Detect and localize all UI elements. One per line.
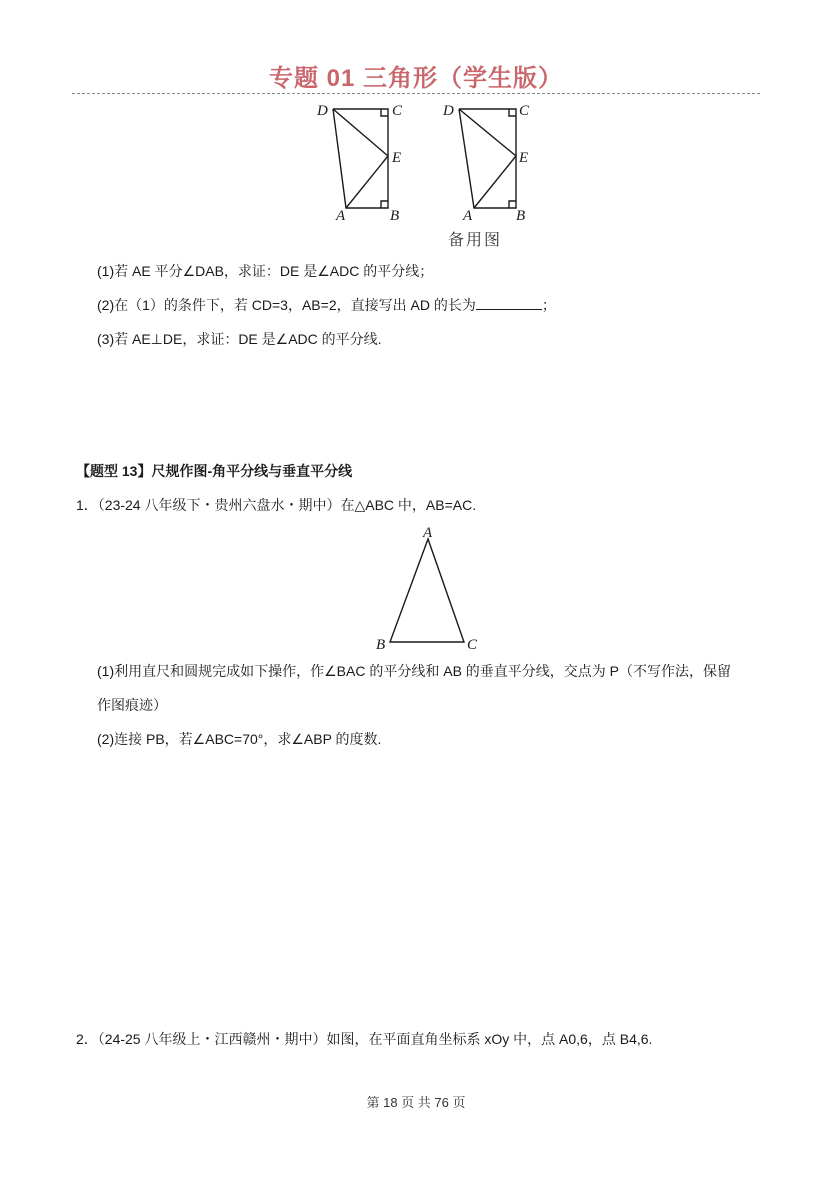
question-2-end: ； — [541, 297, 556, 313]
header-divider — [72, 93, 760, 94]
section-heading: 【题型 13】尺规作图-角平分线与垂直平分线 — [76, 463, 353, 479]
question-2-text: (2)在（1）的条件下，若 CD=3，AB=2，直接写出 AD 的长为 — [97, 297, 476, 313]
answer-blank[interactable] — [476, 295, 542, 310]
label-C: C — [392, 103, 403, 119]
question-2 — [97, 295, 556, 315]
figure-caption: 备用图 — [448, 232, 503, 249]
label-B: B — [516, 208, 526, 224]
label-D: D — [443, 103, 454, 119]
trapezoid-figure-main — [300, 96, 410, 226]
label-A: A — [463, 208, 473, 224]
label-E: E — [392, 150, 402, 166]
problem-1-question-1-cont: 作图痕迹） — [97, 697, 167, 713]
trapezoid-figure-backup — [428, 96, 538, 226]
label-A: A — [336, 208, 346, 224]
question-1: (1)若 AE 平分∠DAB，求证：DE 是∠ADC 的平分线； — [97, 263, 434, 279]
question-3: (3)若 AE⊥DE，求证：DE 是∠ADC 的平分线. — [97, 331, 382, 347]
label-B: B — [376, 637, 386, 653]
label-D: D — [317, 103, 328, 119]
label-A: A — [423, 525, 433, 541]
problem-1-question-2: (2)连接 PB，若∠ABC=70°，求∠ABP 的度数. — [97, 731, 382, 747]
label-B: B — [390, 208, 400, 224]
problem-1-question-1: (1)利用直尺和圆规完成如下操作，作∠BAC 的平分线和 AB 的垂直平分线，交点为 P（不写作法，保留 — [97, 663, 732, 679]
problem-2-stem: 2．（24-25 八年级上・江西赣州・期中）如图，在平面直角坐标系 xOy 中，点 A0,6，点 B4,6. — [76, 1031, 653, 1047]
page-title: 专题 01 三角形（学生版） — [268, 65, 564, 92]
isosceles-triangle-figure — [366, 520, 496, 655]
page-number: 第 18 页 共 76 页 — [366, 1095, 466, 1110]
label-C: C — [467, 637, 478, 653]
label-E: E — [519, 150, 529, 166]
label-C: C — [519, 103, 530, 119]
problem-1-stem: 1．（23-24 八年级下・贵州六盘水・期中）在△ABC 中，AB=AC. — [76, 497, 477, 513]
